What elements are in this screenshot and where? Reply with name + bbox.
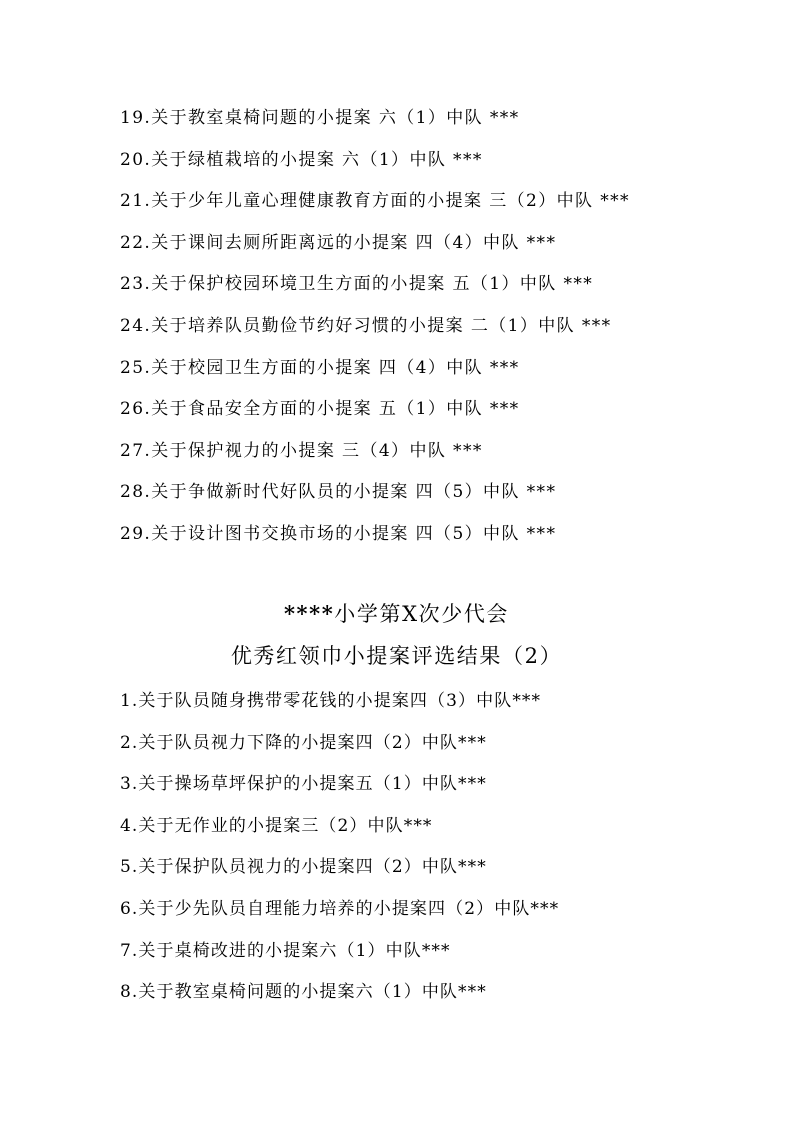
proposal-item: 28.关于争做新时代好队员的小提案 四（5）中队 *** [120, 482, 557, 503]
proposal-list-continued [120, 103, 630, 561]
proposal-item: 26.关于食品安全方面的小提案 五（1）中队 *** [120, 399, 520, 420]
proposal-item: 22.关于课间去厕所距离远的小提案 四（4）中队 *** [120, 232, 557, 253]
proposal-item: 8.关于教室桌椅问题的小提案六（1）中队*** [120, 982, 487, 1003]
proposal-item: 27.关于保护视力的小提案 三（4）中队 *** [120, 440, 483, 461]
proposal-item: 29.关于设计图书交换市场的小提案 四（5）中队 *** [120, 523, 557, 544]
section-title-line-1 [0, 599, 793, 629]
proposal-item: 5.关于保护队员视力的小提案四（2）中队*** [120, 857, 487, 878]
proposal-list-results-2 [120, 686, 559, 1019]
proposal-item: 24.关于培养队员勤俭节约好习惯的小提案 二（1）中队 *** [120, 315, 612, 336]
proposal-item: 20.关于绿植栽培的小提案 六（1）中队 *** [120, 149, 483, 170]
title-school-meeting: 小学第Ⅹ次少代会 [334, 602, 510, 626]
proposal-item: 6.关于少先队员自理能力培养的小提案四（2）中队*** [120, 898, 560, 919]
proposal-item: 3.关于操场草坪保护的小提案五（1）中队*** [120, 774, 487, 795]
proposal-item: 1.关于队员随身携带零花钱的小提案四（3）中队*** [120, 691, 542, 711]
proposal-item: 2.关于队员视力下降的小提案四（2）中队*** [120, 732, 487, 753]
proposal-item: 7.关于桌椅改进的小提案六（1）中队*** [120, 940, 451, 961]
proposal-item: 4.关于无作业的小提案三（2）中队*** [120, 815, 433, 836]
section-title-line-2: 优秀红领巾小提案评选结果（2） [230, 644, 563, 668]
proposal-item: 19.关于教室桌椅问题的小提案 六（1）中队 *** [120, 108, 520, 128]
proposal-item: 21.关于少年儿童心理健康教育方面的小提案 三（2）中队 *** [120, 191, 630, 212]
proposal-item: 23.关于保护校园环境卫生方面的小提案 五（1）中队 *** [120, 274, 594, 295]
title-stars: **** [283, 601, 335, 626]
proposal-item: 25.关于校园卫生方面的小提案 四（4）中队 *** [120, 357, 520, 378]
